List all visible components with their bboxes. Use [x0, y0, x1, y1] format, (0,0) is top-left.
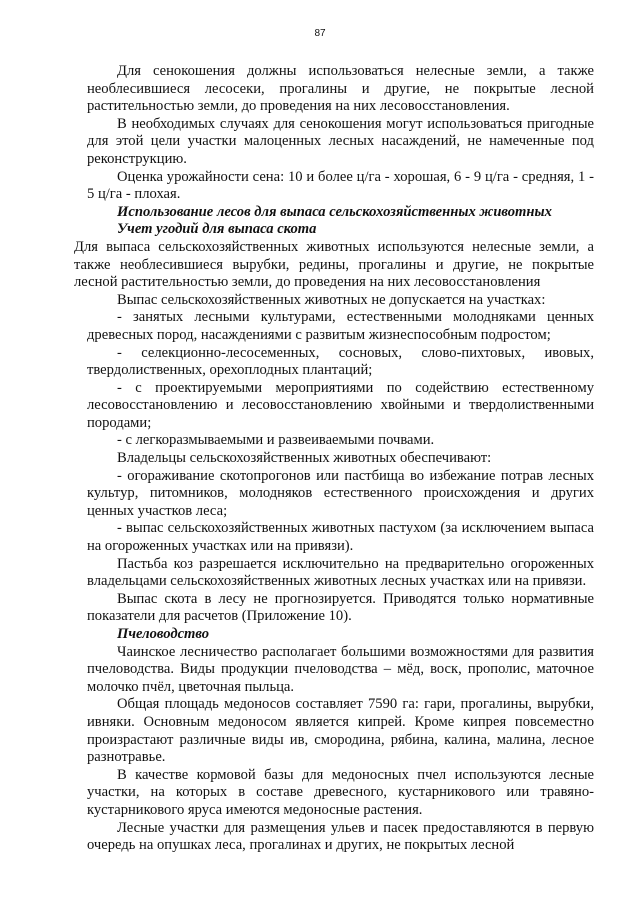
list-item-prohibited-regeneration: - с проектируемыми мероприятиями по содействию естественному лесовосстановлению и лесовосстановлению хвойными и твердолиственными породами; [87, 379, 594, 431]
list-item-prohibited-seed-plantations: - селекционно-лесосеменных, сосновых, слово-пихтовых, ивовых, твердолиственных, орехоплодных плантаций; [87, 344, 594, 379]
list-item-prohibited-erodible-soils: - с легкоразмываемыми и развеиваемыми почвами. [117, 432, 435, 449]
paragraph-beekeeping-opportunities: Чаинское лесничество располагает большими возможностями для развития пчеловодства. Виды продукции пчеловодства – мёд, воск, прополис, маточное молочко пчёл, цветочная пыльца. [87, 643, 594, 695]
paragraph-honey-plants-area: Общая площадь медоносов составляет 7590 га: гари, прогалины, вырубки, ивняки. Основным медоносом является кипрей. Кроме кипрея повсеместно произрастают различные виды ив, смородина, рябина, калина, малина, лесное разнотравье. [87, 696, 594, 766]
paragraph-haymaking-lands: Для сенокошения должны использоваться нелесные земли, а также необлесившиеся лесосеки, прогалины и другие, не покрытые лесной растительностью земли, до проведения на них лесовосстановления. [87, 63, 594, 115]
paragraph-grazing-lands: Для выпаса сельскохозяйственных животных используются нелесные земли, а также необлесившиеся вырубки, редины, прогалины и другие, не покрытые лесной растительностью земли, до проведения на них лесовосстановления [74, 238, 594, 291]
paragraph-goat-grazing: Пастьба коз разрешается исключительно на предварительно огороженных владельцами сельскохозяйственных животных лесных участках или на привязи. [87, 555, 594, 590]
paragraph-owners-ensure: Владельцы сельскохозяйственных животных обеспечивают: [117, 450, 492, 467]
list-item-fencing: - огораживание скотопрогонов или пастбища во избежание потрав лесных культур, питомников, молодняков естественного происхождения и других ценных участков леса; [87, 467, 594, 519]
paragraph-forage-base: В качестве кормовой базы для медоносных пчел используются лесные участки, на которых в составе древесного, кустарникового или травяно-кустарникового яруса имеются медоносные растения. [87, 766, 594, 818]
paragraph-grazing-forecast: Выпас скота в лесу не прогнозируется. Приводятся только нормативные показатели для расчетов (Приложение 10). [87, 590, 594, 625]
subsection-heading-grazing-lands: Учет угодий для выпаса скота [117, 221, 317, 238]
paragraph-grazing-prohibited: Выпас сельскохозяйственных животных не допускается на участках: [117, 291, 546, 308]
section-heading-grazing: Использование лесов для выпаса сельскохозяйственных животных [117, 203, 552, 220]
paragraph-hay-yield: Оценка урожайности сена: 10 и более ц/га - хорошая, 6 - 9 ц/га - средняя, 1 - 5 ц/га - плохая. [87, 168, 594, 203]
paragraph-haymaking-exceptions: В необходимых случаях для сенокошения могут использоваться пригодные для этой цели участки малоценных лесных насаждений, не намеченные под реконструкцию. [87, 115, 594, 167]
page-body [74, 63, 594, 855]
section-heading-beekeeping: Пчеловодство [117, 626, 210, 642]
paragraph-apiary-sites: Лесные участки для размещения ульев и пасек предоставляются в первую очередь на опушках леса, прогалинах и других, не покрытых лесной [87, 819, 594, 854]
list-item-prohibited-plantings: - занятых лесными культурами, естественными молодняками ценных древесных пород, насаждениями с развитым жизнеспособным подростом; [87, 309, 594, 343]
page-number: 87 [314, 28, 326, 39]
list-item-herding: - выпас сельскохозяйственных животных пастухом (за исключением выпаса на огороженных участках или на привязи). [87, 520, 594, 555]
